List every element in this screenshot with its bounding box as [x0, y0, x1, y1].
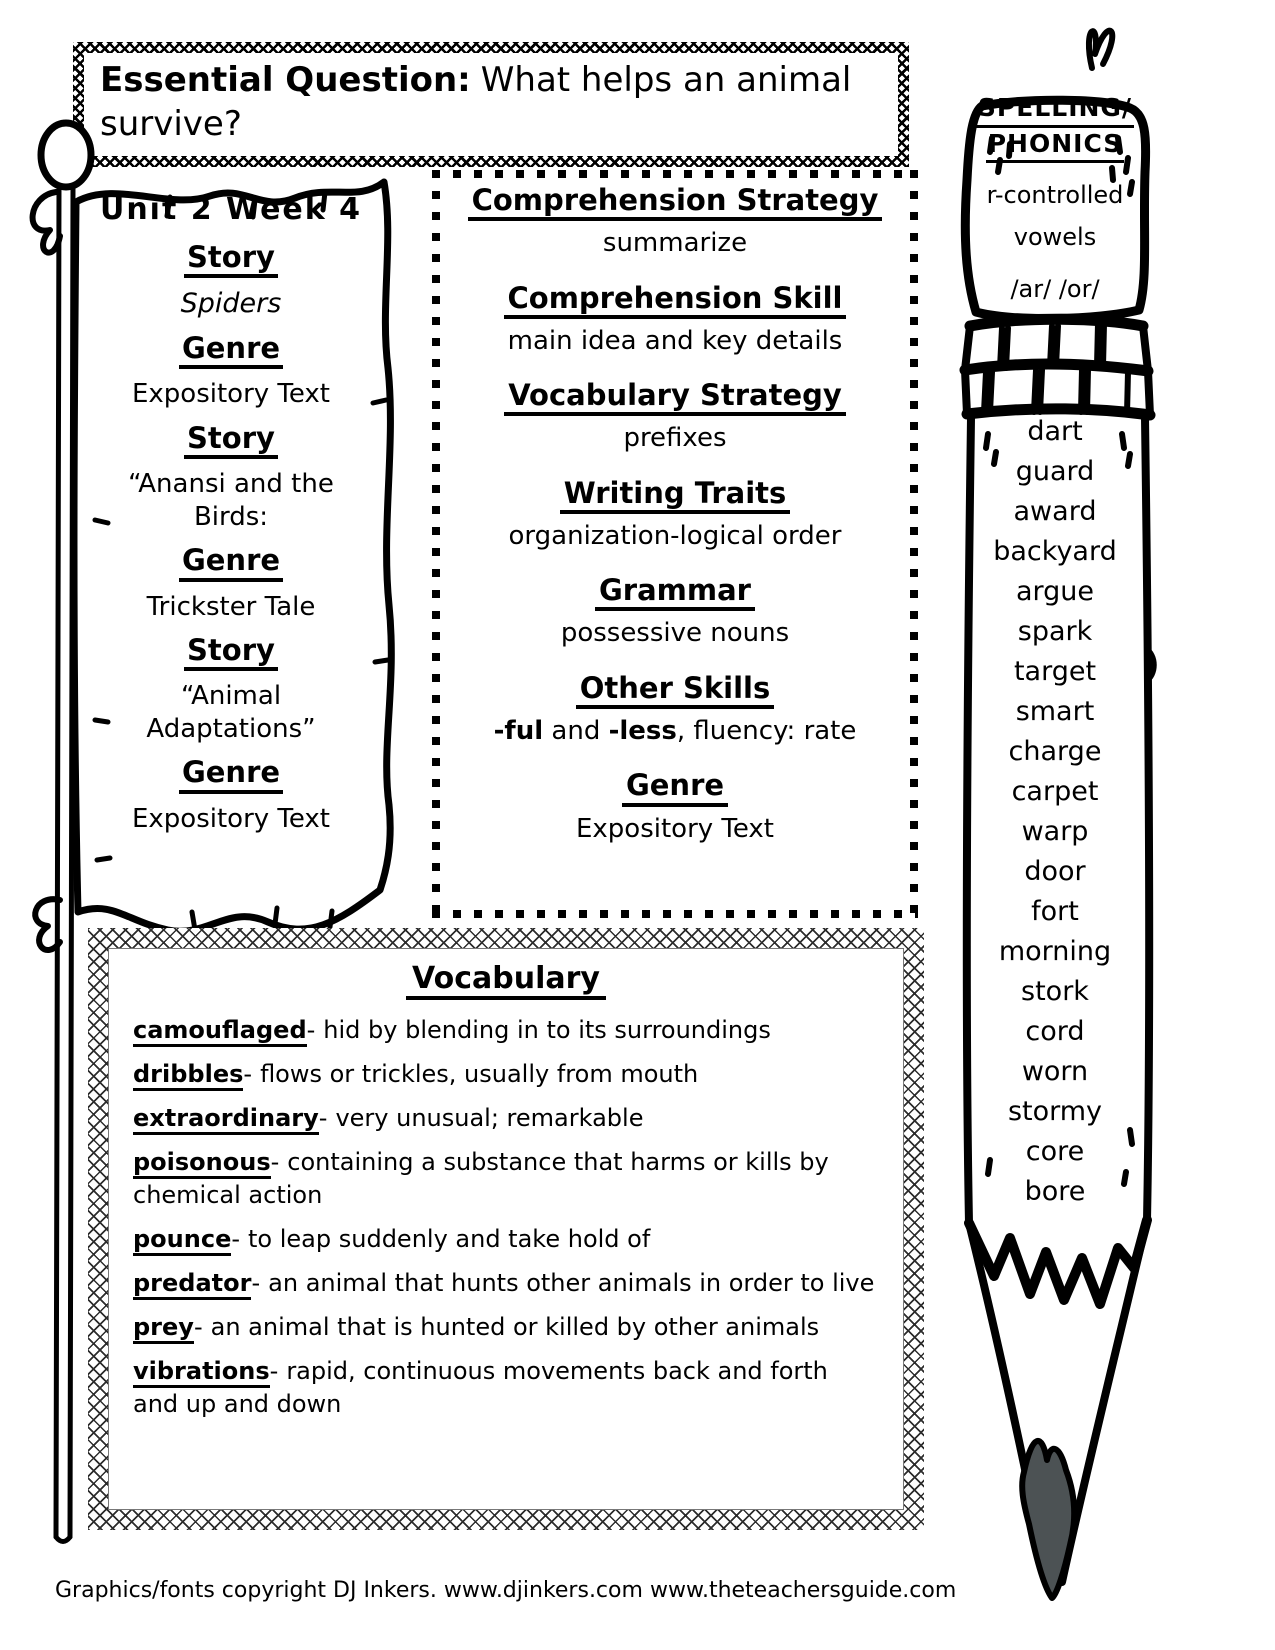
other-skills-value: -ful and -less, fluency: rate — [493, 716, 857, 746]
comprehension-strategy-value: summarize — [602, 228, 748, 259]
vocabulary-strategy-heading: Vocabulary Strategy — [504, 379, 846, 416]
skill-section — [442, 574, 908, 650]
vocab-definition: an animal that hunts other animals in order to live — [268, 1269, 875, 1297]
spelling-word: worn — [1021, 1056, 1089, 1087]
spelling-subtitle: vowels — [1013, 223, 1097, 251]
vocab-separator: - — [269, 1357, 279, 1385]
spelling-word: argue — [1015, 576, 1095, 607]
vocabulary-title: Vocabulary — [406, 961, 606, 1000]
vocabulary-content — [108, 948, 904, 1510]
genre-value: Expository Text — [131, 379, 331, 410]
spelling-word: stork — [1021, 976, 1089, 1007]
spelling-word: smart — [1015, 696, 1095, 727]
comprehension-strategy-heading: Comprehension Strategy — [468, 184, 883, 221]
skill-section — [442, 379, 908, 455]
genre-heading: Genre — [179, 756, 283, 793]
dotted-border-left — [432, 170, 440, 918]
skill-section — [442, 672, 908, 748]
skill-section — [442, 282, 908, 358]
spelling-word: guard — [1015, 456, 1095, 487]
spelling-word: backyard — [993, 536, 1117, 567]
vocab-definition: flows or trickles, usually from mouth — [260, 1060, 699, 1088]
vocab-separator: - — [193, 1313, 203, 1341]
vocab-entry — [133, 1267, 879, 1300]
comprehension-skill-heading: Comprehension Skill — [504, 282, 847, 319]
copyright-credit: Graphics/fonts copyright DJ Inkers. www.djinkers.com — [55, 1578, 643, 1603]
spelling-word: warp — [1021, 816, 1089, 847]
unit-week-title: Unit 2 Week 4 — [99, 192, 363, 227]
genre-heading: Genre — [179, 332, 283, 369]
story-heading: Story — [184, 634, 278, 671]
spelling-word: spark — [1017, 616, 1093, 647]
spelling-word: award — [1013, 496, 1097, 527]
spelling-word: bore — [1024, 1176, 1086, 1207]
story-heading: Story — [184, 241, 278, 278]
spelling-word: cord — [1025, 1016, 1085, 1047]
spelling-word: stormy — [1007, 1096, 1103, 1127]
skill-section — [442, 769, 908, 845]
spelling-word: charge — [1008, 736, 1102, 767]
vocab-definition: rapid, continuous movements back and forth and up and down — [133, 1357, 828, 1418]
vocab-separator: - — [318, 1104, 328, 1132]
genre-heading: Genre — [179, 544, 283, 581]
vocab-separator: - — [306, 1016, 316, 1044]
comprehension-skill-value: main idea and key details — [507, 325, 843, 356]
story-title: “Animal Adaptations” — [146, 681, 316, 744]
vocab-entry — [133, 1146, 879, 1212]
grammar-value: possessive nouns — [560, 618, 790, 649]
vocab-term: dribbles — [133, 1060, 243, 1091]
vocab-term: pounce — [133, 1225, 231, 1256]
dotted-border-top — [432, 170, 918, 178]
spelling-subtitle: r-controlled — [986, 181, 1124, 209]
skill-section — [442, 184, 908, 260]
vocabulary-box — [88, 928, 924, 1530]
phonemes-label: /ar/ /or/ — [1010, 275, 1100, 303]
spelling-phonics-heading: SPELLING/ PHONICS — [958, 92, 1152, 163]
vocab-definition: hid by blending in to its surroundings — [323, 1016, 771, 1044]
vocab-separator: - — [270, 1148, 280, 1176]
skills-panel — [432, 170, 918, 918]
vocab-definition: containing a substance that harms or kills by chemical action — [133, 1148, 829, 1209]
spelling-word: carpet — [1011, 776, 1099, 807]
unit-week-panel — [95, 192, 367, 846]
dotted-border-right — [910, 170, 918, 918]
skills-content — [442, 184, 908, 867]
genre-value: Trickster Tale — [146, 591, 316, 622]
vocab-term: poisonous — [133, 1148, 271, 1179]
genre-value: Expository Text — [575, 813, 775, 844]
spelling-word-list — [958, 412, 1152, 1212]
writing-traits-heading: Writing Traits — [560, 477, 791, 514]
essential-question-label: Essential Question: — [100, 60, 471, 100]
vocab-definition: very unusual; remarkable — [335, 1104, 644, 1132]
dotted-border-bottom — [432, 910, 918, 918]
vocab-term: prey — [133, 1313, 194, 1344]
spelling-word: morning — [998, 936, 1112, 967]
vocab-separator: - — [231, 1225, 241, 1253]
vocab-entry — [133, 1311, 879, 1344]
writing-traits-value: organization-logical order — [508, 520, 842, 551]
spelling-word: dart — [1027, 416, 1083, 447]
spelling-word: target — [1013, 656, 1097, 687]
vocab-entry — [133, 1014, 879, 1047]
vocab-definition: to leap suddenly and take hold of — [248, 1225, 651, 1253]
vocab-entry — [133, 1223, 879, 1256]
site-credit: www.theteachersguide.com — [650, 1578, 957, 1603]
vocab-entry — [133, 1058, 879, 1091]
vocab-term: vibrations — [133, 1357, 270, 1388]
story-heading: Story — [184, 422, 278, 459]
grammar-heading: Grammar — [595, 574, 755, 611]
vocab-entry — [133, 1355, 879, 1421]
essential-question-value: What helps an animal survive? — [100, 60, 852, 144]
vocab-term: predator — [133, 1269, 251, 1300]
vocab-definition: an animal that is hunted or killed by other animals — [210, 1313, 820, 1341]
vocab-term: extraordinary — [133, 1104, 319, 1135]
story-title: Spiders — [180, 288, 282, 320]
vocab-separator: - — [251, 1269, 261, 1297]
spelling-word: door — [1024, 856, 1086, 887]
genre-heading: Genre — [622, 769, 728, 806]
vocabulary-strategy-value: prefixes — [623, 423, 727, 454]
story-title: “Anansi and the Birds: — [128, 469, 334, 532]
genre-value: Expository Text — [131, 803, 331, 834]
spelling-word: fort — [1031, 896, 1079, 927]
vocab-entry — [133, 1102, 879, 1135]
vocab-term: camouflaged — [133, 1016, 307, 1047]
other-skills-heading: Other Skills — [576, 672, 774, 709]
vocab-separator: - — [243, 1060, 253, 1088]
spelling-phonics-panel — [958, 92, 1152, 303]
skill-section — [442, 477, 908, 553]
spelling-word: core — [1025, 1136, 1085, 1167]
